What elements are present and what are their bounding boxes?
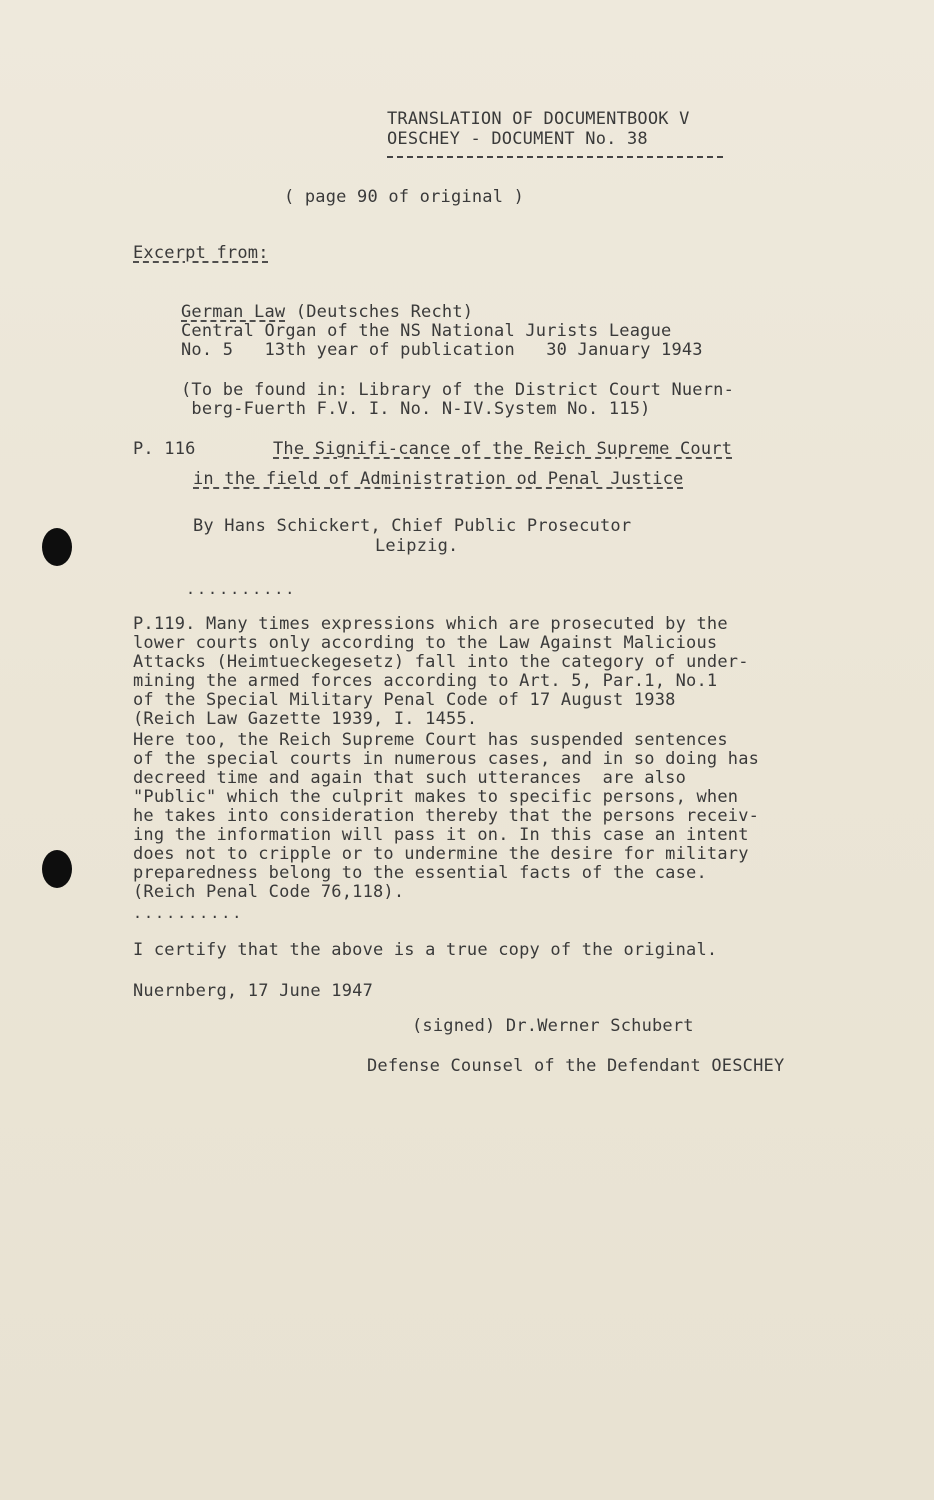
source-title-rest: (Deutsches Recht) [285, 302, 474, 322]
source-line-3: No. 5 13th year of publication 30 January 1943 [181, 340, 703, 360]
page-reference: ( page 90 of original ) [284, 187, 525, 207]
source-location-2: berg-Fuerth F.V. I. No. N-IV.System No. 115) [181, 399, 651, 419]
author-line-2: Leipzig. [375, 536, 459, 556]
body-line: Here too, the Reich Supreme Court has suspended sentences [133, 730, 728, 750]
certification-statement: I certify that the above is a true copy of the original. [133, 940, 718, 960]
punch-hole-bottom [42, 850, 72, 888]
body-line: of the special courts in numerous cases, and in so doing has [133, 749, 760, 769]
body-line: does not to cripple or to undermine the desire for military [133, 844, 749, 864]
header-line-2: OESCHEY - DOCUMENT No. 38 [387, 129, 648, 149]
body-line: lower courts only according to the Law Against Malicious [133, 633, 718, 653]
ellipsis-top: .......... [186, 580, 297, 598]
header-line-1: TRANSLATION OF DOCUMENTBOOK V [387, 109, 690, 129]
signatory-role: Defense Counsel of the Defendant OESCHEY [367, 1056, 785, 1076]
body-line: (Reich Penal Code 76,118). [133, 882, 405, 902]
ellipsis-bottom: .......... [133, 904, 244, 922]
body-line: ing the information will pass it on. In this case an intent [133, 825, 749, 845]
source-location-1: (To be found in: Library of the District Court Nuern- [181, 380, 735, 400]
body-line: decreed time and again that such utterances are also [133, 768, 687, 788]
article-page-number: P. 116 [133, 439, 196, 459]
source-line-2: Central Organ of the NS National Jurists League [181, 321, 672, 341]
body-line: (Reich Law Gazette 1939, I. 1455. [133, 709, 478, 729]
excerpt-label: Excerpt from: [133, 243, 269, 263]
body-line: he takes into consideration thereby that the persons receiv- [133, 806, 760, 826]
source-title: German Law [181, 302, 286, 322]
article-title-line-1: The Signifi-cance of the Reich Supreme Court [273, 439, 733, 459]
source-title-line [181, 303, 473, 322]
body-line: P.119. Many times expressions which are prosecuted by the [133, 614, 728, 634]
body-line: of the Special Military Penal Code of 17 August 1938 [133, 690, 676, 710]
body-line: mining the armed forces according to Art. 5, Par.1, No.1 [133, 671, 718, 691]
article-title-line-2: in the field of Administration od Penal Justice [193, 469, 684, 489]
signature-line: (signed) Dr.Werner Schubert [412, 1016, 694, 1036]
body-line: preparedness belong to the essential facts of the case. [133, 863, 707, 883]
place-and-date: Nuernberg, 17 June 1947 [133, 981, 374, 1001]
body-line: "Public" which the culprit makes to specific persons, when [133, 787, 739, 807]
header-rule [387, 156, 723, 158]
author-line-1: By Hans Schickert, Chief Public Prosecutor [193, 516, 632, 536]
body-line: Attacks (Heimtueckegesetz) fall into the category of under- [133, 652, 749, 672]
punch-hole-top [42, 528, 72, 566]
